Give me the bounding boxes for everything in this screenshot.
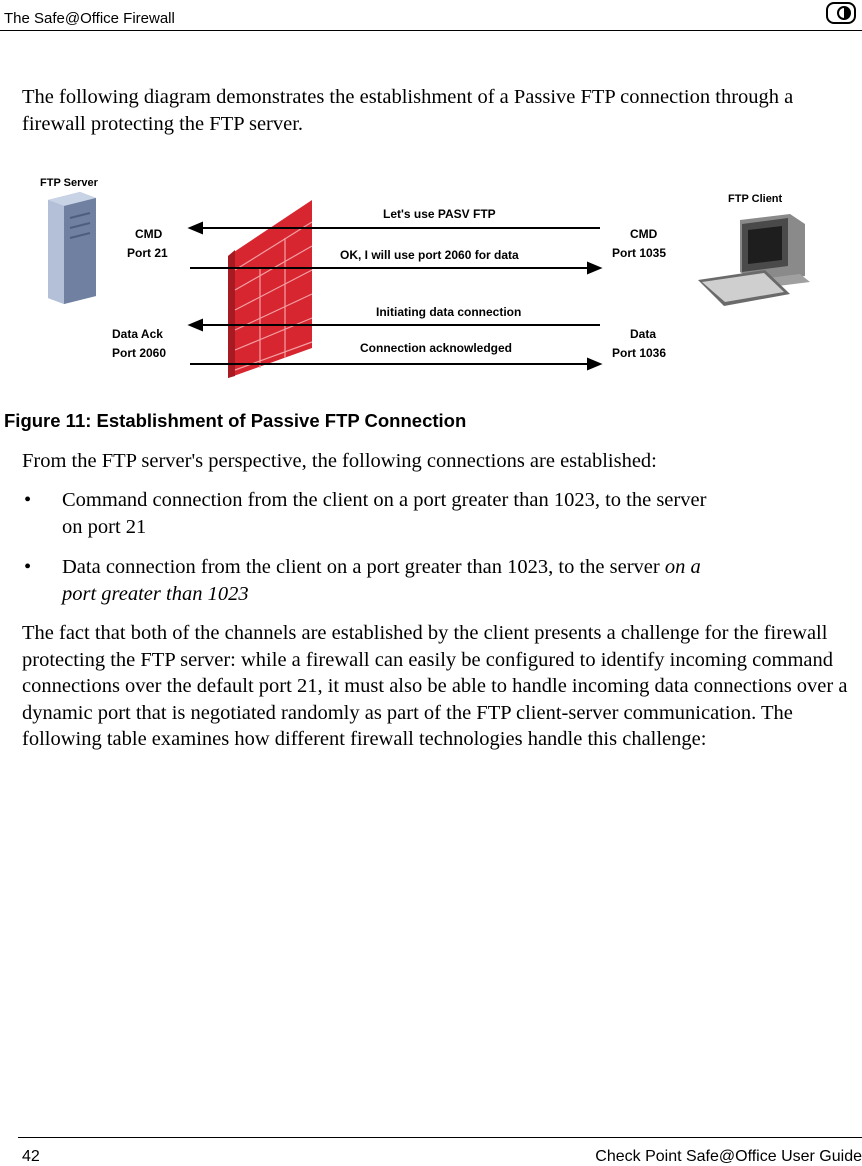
header-title: The Safe@Office Firewall [4,10,175,27]
figure-caption: Figure 11: Establishment of Passive FTP Connection [4,410,467,431]
bullet-line: Data connection from the client on a port greater than 1023, to the server on a [62,556,701,578]
bullet-line: Command connection from the client on a port greater than 1023, to the server [62,489,707,511]
message-initiating: Initiating data connection [376,305,522,319]
check-point-logo-icon [825,1,857,25]
right-cmd-label: CMD [630,227,658,241]
server-tower-icon [48,192,96,304]
bullet-line: port greater than 1023 [62,582,249,605]
server-label: FTP Server [40,177,98,189]
challenge-paragraph: The fact that both of the channels are established by the client presents a challenge for the firewall protecting the FTP server: while a firewall can easily be configured to identify incoming command connections over the default port 21, it must also be able to handle incoming data connections over a dynamic port that is negotiated randomly as part of the FTP client-server communication. The following table examines how different firewall technologies handle this challenge: [22,622,848,750]
client-label: FTP Client [728,193,783,205]
client-computer-icon [698,214,810,306]
page-number: 42 [22,1148,40,1165]
bullet-command-connection [22,487,822,543]
right-data-label: Data [630,327,657,341]
right-port1035-label: Port 1035 [612,246,667,260]
left-data-ack-label: Data Ack [112,327,163,341]
bullet-italic: on a [664,556,701,578]
perspective-paragraph: From the FTP server's perspective, the following connections are established: [22,450,657,472]
right-port1036-label: Port 1036 [612,346,667,360]
message-pasv: Let's use PASV FTP [383,207,496,221]
left-port2060-label: Port 2060 [112,346,167,360]
passive-ftp-diagram [30,158,835,383]
guide-title: Check Point Safe@Office User Guide [595,1148,862,1165]
left-port21-label: Port 21 [127,246,168,260]
bullet-data-connection [22,554,822,610]
page-header [0,0,862,31]
left-cmd-label: CMD [135,227,163,241]
page-footer [18,1137,862,1164]
bullet-dot: • [24,489,32,511]
message-port-2060: OK, I will use port 2060 for data [340,248,519,262]
intro-paragraph: The following diagram demonstrates the establishment of a Passive FTP connection through a firewall protecting the FTP server. [22,86,794,135]
firewall-icon [228,200,312,378]
message-acknowledged: Connection acknowledged [360,341,513,355]
bullet-line: on port 21 [62,515,147,538]
bullet-dot: • [24,556,32,578]
